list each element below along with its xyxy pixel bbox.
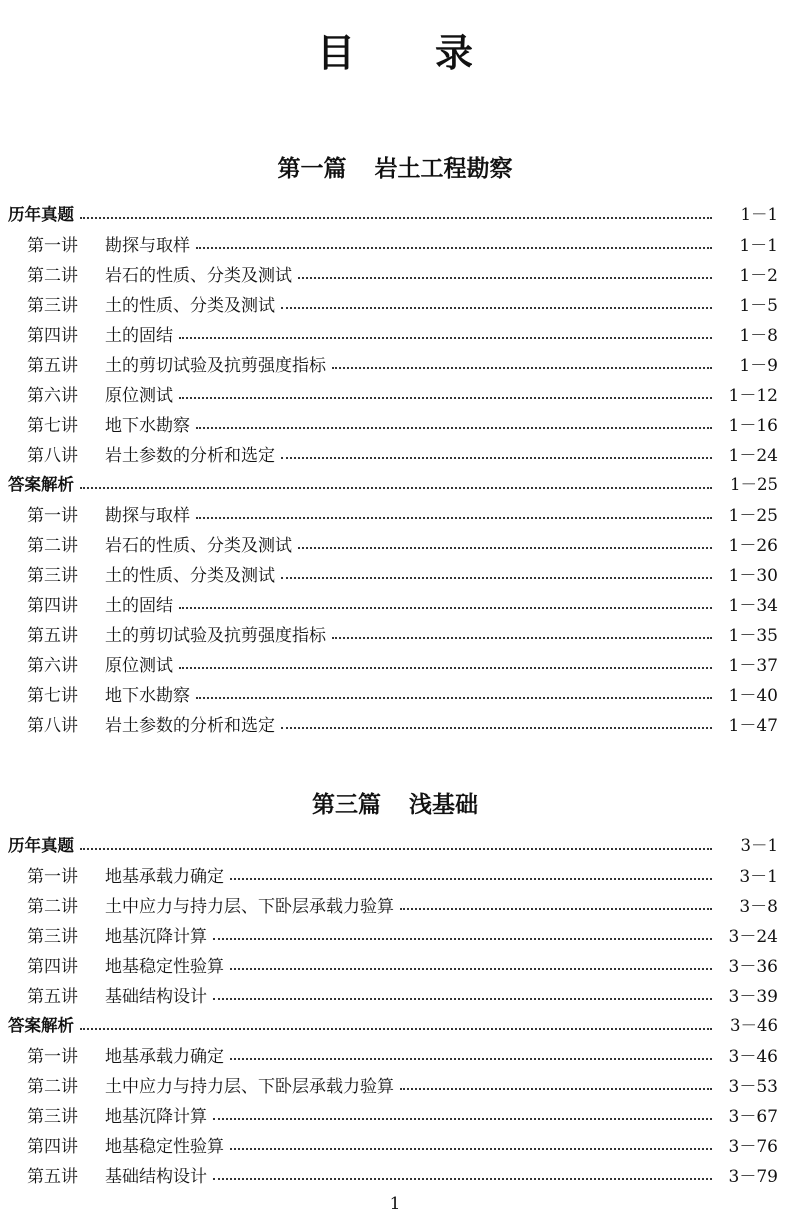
toc-page-number: 1－24: [728, 445, 778, 466]
dot-leader: [400, 1087, 712, 1090]
toc-section-1: [0, 198, 790, 738]
toc-item[interactable]: [0, 1159, 790, 1189]
dot-leader: [281, 726, 712, 729]
toc-item-title: 地下水勘察: [105, 685, 190, 706]
toc-item-title: 原位测试: [105, 385, 173, 406]
toc-page-number: 1－35: [728, 625, 778, 646]
toc-item[interactable]: [0, 558, 790, 588]
toc-item[interactable]: [0, 1069, 790, 1099]
dot-leader: [213, 1177, 712, 1180]
toc-page-number: 3－8: [739, 896, 778, 917]
toc-item[interactable]: [0, 708, 790, 738]
toc-heading-label: 答案解析: [8, 475, 74, 494]
toc-heading[interactable]: [0, 198, 790, 228]
toc-lecture: 第六讲: [27, 655, 78, 676]
toc-item[interactable]: [0, 859, 790, 889]
toc-item[interactable]: [0, 1129, 790, 1159]
dot-leader: [179, 396, 712, 399]
toc-item-title: 土中应力与持力层、下卧层承载力验算: [105, 896, 394, 917]
toc-page-number: 1－37: [728, 655, 778, 676]
toc-lecture: 第三讲: [27, 295, 78, 316]
toc-lecture: 第六讲: [27, 385, 78, 406]
dot-leader: [230, 877, 712, 880]
page-title-right: 录: [435, 31, 474, 75]
dot-leader: [230, 1147, 712, 1150]
toc-lecture: 第三讲: [27, 565, 78, 586]
toc-item[interactable]: [0, 528, 790, 558]
toc-page-number: 3－36: [728, 956, 778, 977]
toc-lecture: 第八讲: [27, 445, 78, 466]
toc-item-title: 勘探与取样: [105, 505, 190, 526]
toc-item[interactable]: [0, 648, 790, 678]
toc-lecture: 第三讲: [27, 1106, 78, 1127]
toc-item[interactable]: [0, 979, 790, 1009]
dot-leader: [332, 366, 712, 369]
dot-leader: [213, 937, 712, 940]
section-title: [0, 150, 790, 183]
toc-item-title: 地基稳定性验算: [105, 956, 224, 977]
toc-lecture: 第三讲: [27, 926, 78, 947]
toc-page-number: 1－30: [728, 565, 778, 586]
toc-page-number: 1－1: [740, 205, 778, 224]
toc-lecture: 第一讲: [27, 505, 78, 526]
dot-leader: [196, 426, 712, 429]
toc-lecture: 第四讲: [27, 1136, 78, 1157]
dot-leader: [179, 336, 712, 339]
toc-lecture: 第七讲: [27, 415, 78, 436]
toc-page-number: 3－67: [728, 1106, 778, 1127]
dot-leader: [80, 1027, 712, 1030]
toc-lecture: 第五讲: [27, 1166, 78, 1187]
toc-item-title: 岩石的性质、分类及测试: [105, 265, 292, 286]
toc-lecture: 第二讲: [27, 265, 78, 286]
toc-page-number: 1－8: [739, 325, 778, 346]
toc-page-number: 1－26: [728, 535, 778, 556]
toc-item[interactable]: [0, 949, 790, 979]
toc-item[interactable]: [0, 618, 790, 648]
dot-leader: [332, 636, 712, 639]
toc-page-number: 1－2: [739, 265, 778, 286]
toc-lecture: 第一讲: [27, 1046, 78, 1067]
toc-page-number: 3－1: [739, 866, 778, 887]
toc-item[interactable]: [0, 438, 790, 468]
toc-page-number: 3－39: [728, 986, 778, 1007]
toc-item-title: 土的性质、分类及测试: [105, 295, 275, 316]
toc-lecture: 第七讲: [27, 685, 78, 706]
toc-item-title: 地下水勘察: [105, 415, 190, 436]
page-title-left: 目: [316, 31, 355, 75]
toc-item[interactable]: [0, 1099, 790, 1129]
toc-item[interactable]: [0, 318, 790, 348]
toc-item-title: 岩石的性质、分类及测试: [105, 535, 292, 556]
toc-item-title: 岩土参数的分析和选定: [105, 715, 275, 736]
dot-leader: [213, 1117, 712, 1120]
dot-leader: [281, 456, 712, 459]
toc-heading[interactable]: [0, 829, 790, 859]
toc-lecture: 第二讲: [27, 1076, 78, 1097]
dot-leader: [80, 216, 712, 219]
toc-lecture: 第二讲: [27, 535, 78, 556]
toc-item[interactable]: [0, 678, 790, 708]
toc-page-number: 1－25: [730, 475, 778, 494]
toc-lecture: 第一讲: [27, 235, 78, 256]
toc-item-title: 土的固结: [105, 595, 173, 616]
toc-page-number: 3－46: [730, 1016, 778, 1035]
section-part: 第一篇: [277, 156, 347, 182]
toc-page-number: 3－76: [728, 1136, 778, 1157]
section-title: [0, 786, 790, 819]
dot-leader: [196, 516, 712, 519]
toc-heading-label: 历年真题: [8, 836, 74, 855]
toc-item-title: 土中应力与持力层、下卧层承载力验算: [105, 1076, 394, 1097]
toc-page-number: 1－25: [728, 505, 778, 526]
dot-leader: [196, 696, 712, 699]
toc-lecture: 第五讲: [27, 625, 78, 646]
toc-page-number: 3－24: [728, 926, 778, 947]
dot-leader: [298, 276, 712, 279]
page-title: [0, 22, 790, 77]
toc-page-number: 1－47: [728, 715, 778, 736]
toc-page-number: 1－34: [728, 595, 778, 616]
toc-lecture: 第四讲: [27, 325, 78, 346]
toc-item[interactable]: [0, 498, 790, 528]
toc-page-number: 3－53: [728, 1076, 778, 1097]
toc-page-number: 1－9: [739, 355, 778, 376]
toc-lecture: 第四讲: [27, 956, 78, 977]
toc-heading[interactable]: [0, 1009, 790, 1039]
toc-item-title: 土的剪切试验及抗剪强度指标: [105, 355, 326, 376]
toc-item[interactable]: [0, 258, 790, 288]
toc-section-2: [0, 829, 790, 1189]
section-name: 岩土工程勘察: [374, 156, 513, 182]
toc-page-number: 1－1: [739, 235, 778, 256]
toc-item-title: 原位测试: [105, 655, 173, 676]
toc-item[interactable]: [0, 1039, 790, 1069]
toc-item-title: 地基沉降计算: [105, 1106, 207, 1127]
dot-leader: [179, 666, 712, 669]
toc-page-number: 1－40: [728, 685, 778, 706]
dot-leader: [213, 997, 712, 1000]
toc-item-title: 勘探与取样: [105, 235, 190, 256]
toc-page-number: 1－5: [739, 295, 778, 316]
toc-heading-label: 答案解析: [8, 1016, 74, 1035]
toc-item-title: 土的性质、分类及测试: [105, 565, 275, 586]
toc-item[interactable]: [0, 408, 790, 438]
dot-leader: [400, 907, 712, 910]
dot-leader: [281, 306, 712, 309]
toc-lecture: 第二讲: [27, 896, 78, 917]
toc-lecture: 第一讲: [27, 866, 78, 887]
toc-item[interactable]: [0, 919, 790, 949]
toc-heading-label: 历年真题: [8, 205, 74, 224]
toc-item[interactable]: [0, 378, 790, 408]
toc-item[interactable]: [0, 288, 790, 318]
toc-item-title: 基础结构设计: [105, 986, 207, 1007]
toc-lecture: 第五讲: [27, 986, 78, 1007]
toc-item[interactable]: [0, 588, 790, 618]
toc-lecture: 第八讲: [27, 715, 78, 736]
toc-page-number: 3－79: [728, 1166, 778, 1187]
toc-page-number: 1－16: [728, 415, 778, 436]
dot-leader: [196, 246, 712, 249]
section-name: 浅基础: [409, 792, 478, 818]
toc-item[interactable]: [0, 348, 790, 378]
toc-page-number: 3－1: [740, 836, 778, 855]
dot-leader: [80, 847, 712, 850]
toc-item[interactable]: [0, 228, 790, 258]
toc-heading[interactable]: [0, 468, 790, 498]
toc-item-title: 基础结构设计: [105, 1166, 207, 1187]
toc-item-title: 地基承载力确定: [105, 866, 224, 887]
dot-leader: [298, 546, 712, 549]
toc-item-title: 地基沉降计算: [105, 926, 207, 947]
toc-page-number: 3－46: [728, 1046, 778, 1067]
dot-leader: [80, 486, 712, 489]
dot-leader: [230, 967, 712, 970]
toc-item-title: 土的剪切试验及抗剪强度指标: [105, 625, 326, 646]
toc-item-title: 地基稳定性验算: [105, 1136, 224, 1157]
toc-lecture: 第五讲: [27, 355, 78, 376]
toc-lecture: 第四讲: [27, 595, 78, 616]
dot-leader: [281, 576, 712, 579]
toc-page-number: 1－12: [728, 385, 778, 406]
toc-item-title: 地基承载力确定: [105, 1046, 224, 1067]
dot-leader: [179, 606, 712, 609]
dot-leader: [230, 1057, 712, 1060]
toc-item-title: 土的固结: [105, 325, 173, 346]
toc-item-title: 岩土参数的分析和选定: [105, 445, 275, 466]
section-part: 第三篇: [312, 792, 381, 818]
toc-item[interactable]: [0, 889, 790, 919]
footer-page-number: 1: [389, 1194, 401, 1214]
